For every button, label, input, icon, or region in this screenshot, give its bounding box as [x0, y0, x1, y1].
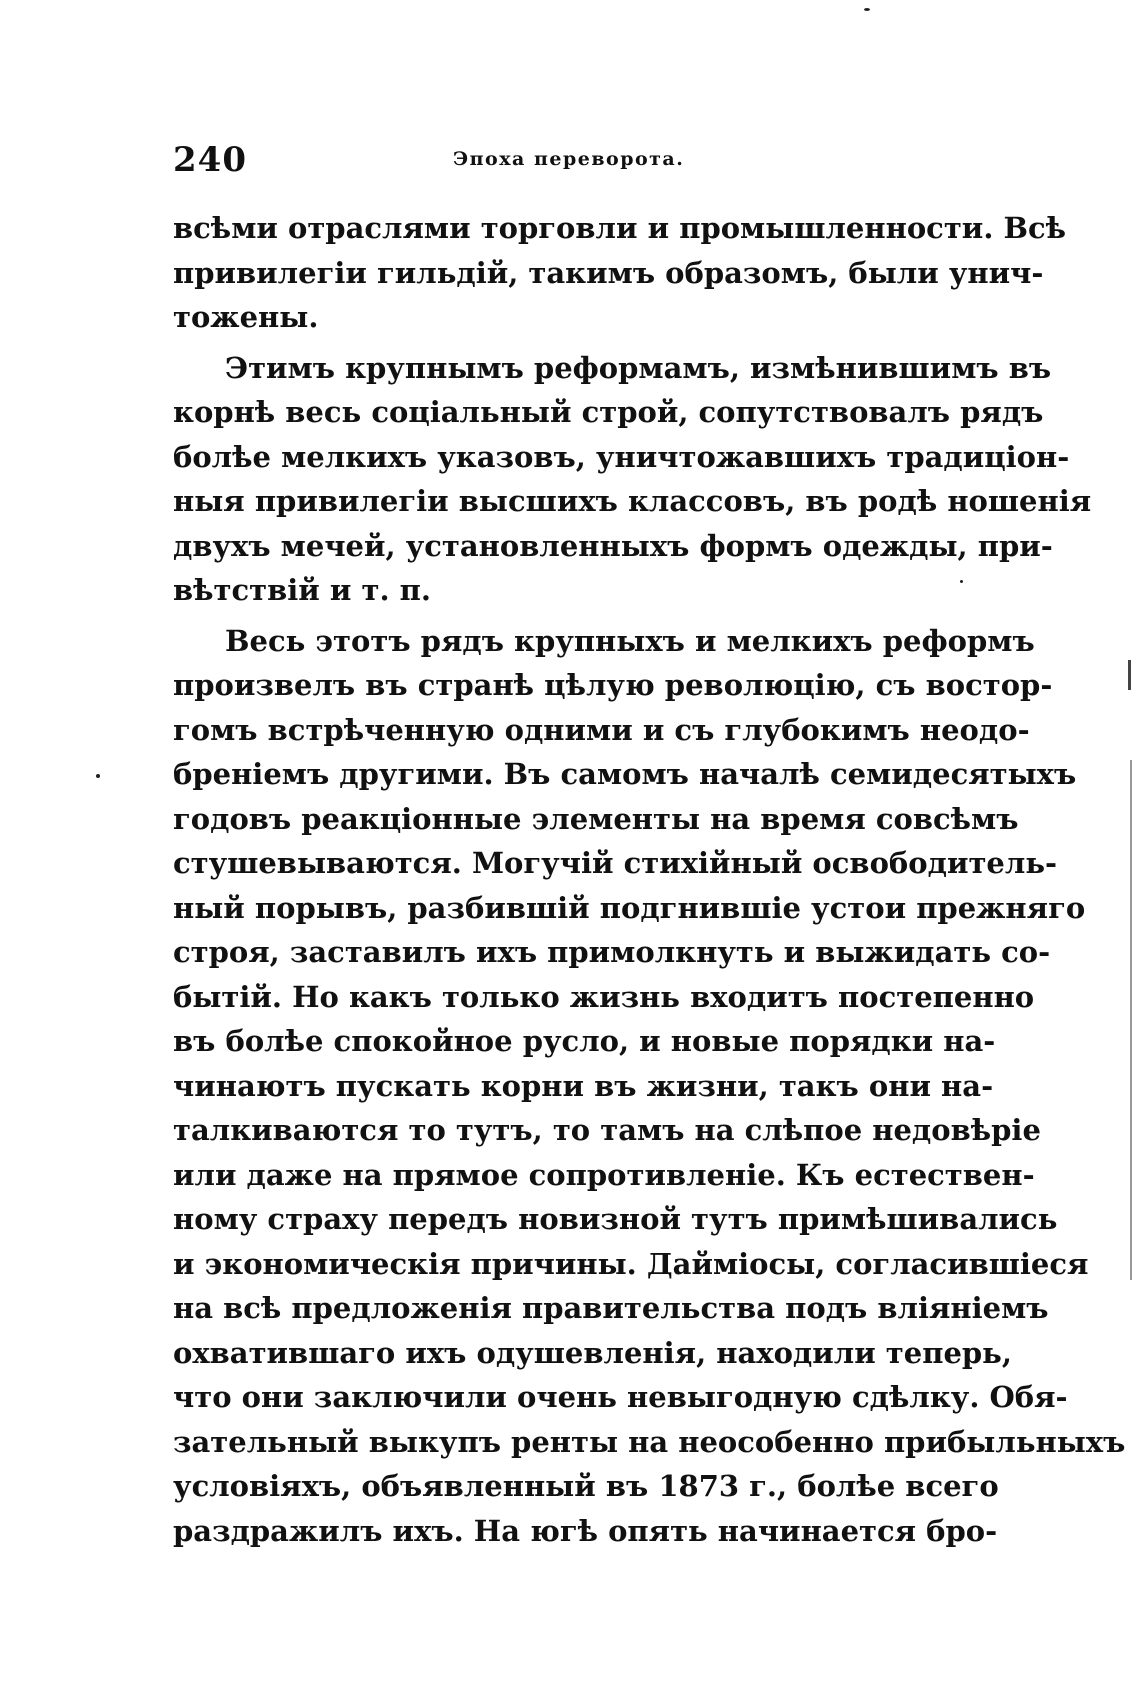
text-line: охватившаго ихъ одушевленія, находили теперь, [173, 1335, 1012, 1370]
text-line: привилегіи гильдій, такимъ образомъ, были унич- [173, 255, 1044, 290]
scan-speck [96, 774, 100, 778]
scan-speck [960, 580, 963, 583]
text-line: Этимъ крупнымъ реформамъ, измѣнившимъ въ [225, 350, 1052, 385]
text-line: бытій. Но какъ только жизнь входитъ постепенно [173, 979, 1035, 1014]
text-line: и экономическія причины. Дайміосы, согласившіеся [173, 1246, 1089, 1281]
text-line: годовъ реакціонные элементы на время совсѣмъ [173, 801, 1019, 836]
text-line: чинаютъ пускать корни въ жизни, такъ они на- [173, 1068, 994, 1103]
text-line: на всѣ предложенія правительства подъ вліяніемъ [173, 1291, 1049, 1325]
text-line: условіяхъ, объявленный въ 1873 г., болѣе всего [173, 1469, 999, 1503]
text-line: всѣми отраслями торговли и промышленности. Всѣ [173, 211, 1067, 245]
body-text [173, 206, 1126, 1553]
text-line: корнѣ весь соціальный строй, сопутствовалъ рядъ [173, 395, 1044, 429]
text-line: раздражилъ ихъ. На югѣ опять начинается бро- [173, 1513, 998, 1548]
scan-speck [864, 8, 870, 11]
running-head: Эпоха переворота. [453, 148, 685, 170]
text-line: бреніемъ другими. Въ самомъ началѣ семидесятыхъ [173, 757, 1077, 791]
text-line: ный порывъ, разбившій подгнившіе устои прежняго [173, 890, 1086, 925]
text-line: гомъ встрѣченную одними и съ глубокимъ неодо- [173, 712, 1030, 747]
text-line: двухъ мечей, установленныхъ формъ одежды, при- [173, 528, 1053, 563]
page-number: 240 [173, 140, 247, 180]
text-line: стушевываются. Могучій стихійный освободитель- [173, 846, 1058, 880]
text-line: зательный выкупъ ренты на неособенно прибыльныхъ [173, 1424, 1126, 1459]
page-edge-mark [1130, 760, 1132, 1280]
page-edge-mark [1128, 660, 1131, 690]
text-line: въ болѣе спокойное русло, и новые порядки на- [173, 1024, 996, 1058]
page-header [173, 140, 973, 190]
text-line: Весь этотъ рядъ крупныхъ и мелкихъ реформъ [225, 623, 1035, 658]
text-line: болѣе мелкихъ указовъ, уничтожавшихъ традиціон- [173, 439, 1070, 474]
text-line: вѣтствій и т. п. [173, 573, 431, 607]
text-line: талкиваются то тутъ, то тамъ на слѣпое недовѣріе [173, 1113, 1041, 1147]
text-line: ному страху передъ новизной тутъ примѣшивались [173, 1202, 1058, 1236]
text-line: тожены. [173, 300, 319, 334]
text-line: что они заключили очень невыгодную сдѣлку. Обя- [173, 1380, 1068, 1414]
text-line: или даже на прямое сопротивленіе. Къ естествен- [173, 1157, 1035, 1192]
text-line: строя, заставилъ ихъ примолкнуть и выжидать со- [173, 935, 1051, 969]
text-line: произвелъ въ странѣ цѣлую революцію, съ востор- [173, 668, 1053, 702]
text-line: ныя привилегіи высшихъ классовъ, въ родѣ ношенія [173, 484, 1092, 518]
